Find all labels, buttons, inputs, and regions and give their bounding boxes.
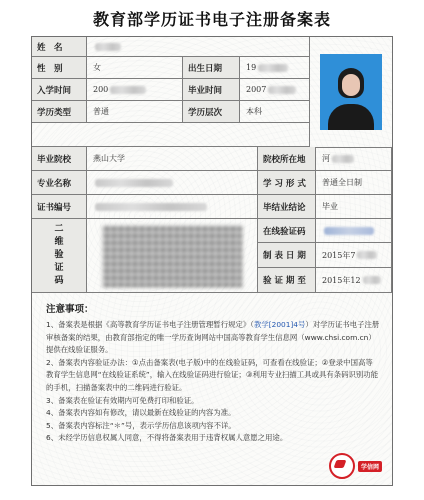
status-label: 毕结业结论 <box>258 195 316 219</box>
qr-label-char: 码 <box>54 276 64 286</box>
enroll-value-text: 200 <box>93 85 109 94</box>
made-label: 制 表 日 期 <box>258 243 316 268</box>
level-value: 本科 <box>240 101 310 123</box>
school-label: 毕业院校 <box>32 147 87 171</box>
redacted-enroll <box>110 86 146 94</box>
redacted-grad <box>268 86 296 94</box>
form-value: 普通全日制 <box>316 171 392 195</box>
blank-row <box>32 123 310 147</box>
redacted-cert <box>95 203 207 211</box>
name-value <box>87 37 310 57</box>
qr-label-char: 维 <box>54 237 64 247</box>
note-item: 4、备案表内容如有修改，请以最新在线验证的内容为准。 <box>46 408 236 418</box>
type-label: 学历类型 <box>32 101 87 123</box>
redacted-major <box>95 179 173 187</box>
note-item: 2、备案表内容验证办法：①点击备案表(电子版)中的在线验证码，可查看在线验证；②登录中国高等教育学生信息网“在线验证系统”，输入在线验证码进行验证；③利用专业扫描工具或具有条码识别功能的手机，扫描备案表中的二维码进行验证。 <box>46 357 379 392</box>
school-value: 燕山大学 <box>87 147 258 171</box>
redacted-made <box>357 251 377 259</box>
location-value-text: 河 <box>322 154 330 163</box>
status-value: 毕业 <box>316 195 392 219</box>
birth-label: 出生日期 <box>183 57 240 79</box>
photo-cell <box>310 37 392 148</box>
qr-label-char: 二 <box>54 224 64 234</box>
level-label: 学历层次 <box>183 101 240 123</box>
enroll-label: 入学时间 <box>32 79 87 101</box>
gender-label-text: 性 别 <box>37 63 63 74</box>
regulation-link[interactable]: 教学[2001]4号 <box>253 320 306 329</box>
redacted-expire <box>363 276 381 284</box>
verify-code-label: 在线验证码 <box>258 219 316 243</box>
redacted-birth <box>258 64 288 72</box>
gender-label <box>32 57 87 79</box>
redacted-location <box>332 155 354 163</box>
note-item: 6、未经学历信息权属人同意，不得将备案表用于违背权属人意愿之用途。 <box>46 433 288 443</box>
note-text: 1、备案表是根据《高等教育学历证书电子注册管理暂行规定》（ <box>46 320 254 329</box>
grad-value-text: 2007 <box>246 85 267 94</box>
made-value <box>316 243 392 268</box>
name-label-text: 姓 名 <box>37 42 63 53</box>
verify-code-value[interactable] <box>316 219 392 243</box>
qr-label-char: 证 <box>54 263 64 273</box>
chsi-logo <box>329 453 382 479</box>
notes-title: 注意事项： <box>46 304 94 315</box>
made-value-text: 2015年7 <box>322 250 356 260</box>
enroll-value <box>87 79 183 101</box>
note-text: ）对学历证书电子注册审核备案的结果，由教育部指定的唯一学历查询网站中国高等教育学生信息网（www.chsi.com.cn）提供在线验证服务。 <box>46 320 380 355</box>
grad-value <box>240 79 310 101</box>
grad-label: 毕业时间 <box>183 79 240 101</box>
note-item: 3、备案表在验证有效期内可免费打印和验证。 <box>46 395 199 405</box>
chsi-logo-text: 学信网 <box>358 461 382 472</box>
student-photo <box>320 54 382 130</box>
major-value <box>87 171 258 195</box>
registration-form <box>31 36 393 486</box>
location-value <box>316 147 392 171</box>
note-item <box>46 319 380 357</box>
expire-value-text: 2015年12 <box>322 275 361 285</box>
birth-value-text: 19 <box>246 63 257 72</box>
expire-label: 验 证 期 至 <box>258 268 316 293</box>
location-label: 院校所在地 <box>258 147 316 171</box>
name-label <box>32 37 87 57</box>
major-label: 专业名称 <box>32 171 87 195</box>
expire-value <box>316 268 392 293</box>
redacted-verify-code <box>324 227 374 235</box>
cert-label: 证书编号 <box>32 195 87 219</box>
qr-code-cell <box>87 219 258 293</box>
type-value: 普通 <box>87 101 183 123</box>
chsi-logo-icon <box>329 453 355 479</box>
cert-value <box>87 195 258 219</box>
note-item: 5、备案表内容标注“＊”号，表示学历信息该项内容不详。 <box>46 420 236 430</box>
redacted-name <box>95 43 121 51</box>
birth-value <box>240 57 310 79</box>
qr-code[interactable] <box>102 225 242 287</box>
document-title: 教育部学历证书电子注册备案表 <box>92 10 331 29</box>
form-label: 学 习 形 式 <box>258 171 316 195</box>
qr-label-char: 验 <box>54 250 64 260</box>
qr-label <box>32 219 87 293</box>
gender-value: 女 <box>87 57 183 79</box>
